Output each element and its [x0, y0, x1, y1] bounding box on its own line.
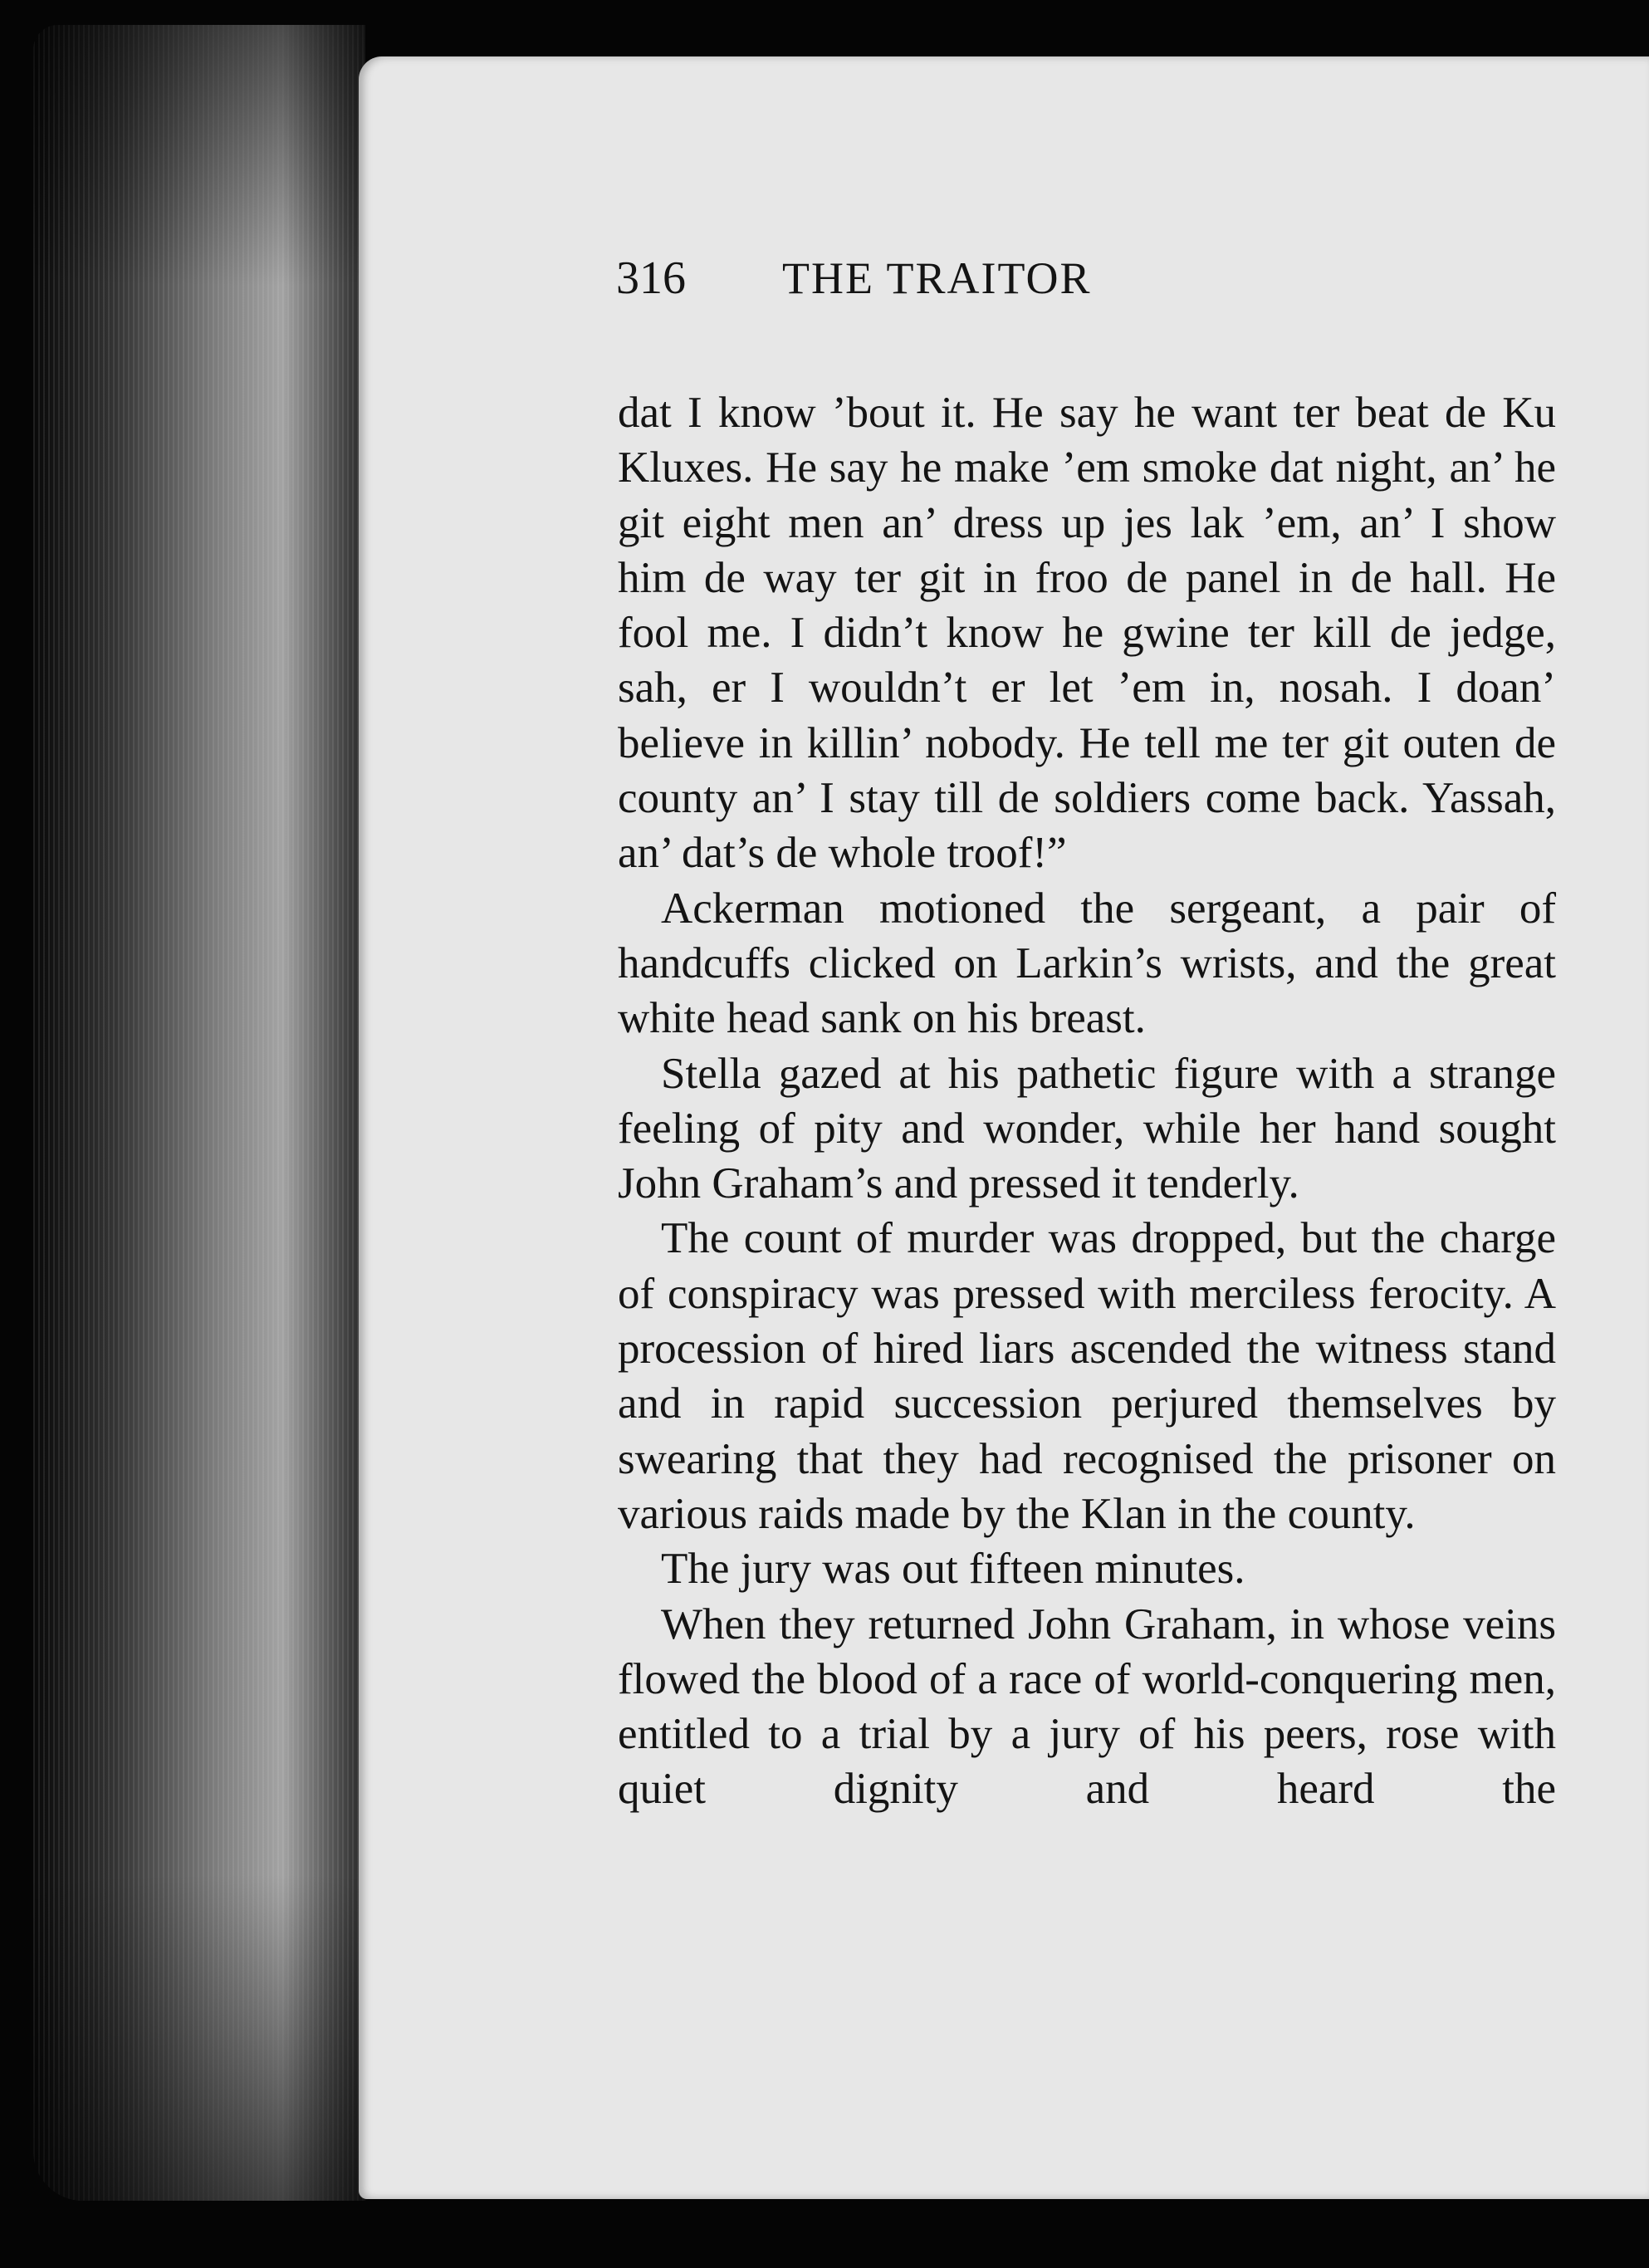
paragraph-4: The count of murder was dropped, but the charge of conspiracy was pressed with merciless ferocity. A procession of hired liars ascended the witness stand and in rapid succession perjured themselves by swearing that they had recognised the prisoner on various raids made by the Klan in the county. [618, 1214, 1556, 1538]
book-page [359, 56, 1649, 2199]
paragraph-2: Ackerman motioned the sergeant, a pair of handcuffs clicked on Larkin’s wrists, and the great white head sank on his breast. [618, 884, 1556, 1043]
page-number: 316 [616, 252, 686, 304]
book-edge-shadow [33, 25, 365, 2201]
paragraph-1: dat I know ’bout it. He say he want ter beat de Ku Kluxes. He say he make ’em smoke dat night, an’ he git eight men an’ dress up jes lak ’em, an’ I show him de way ter git in froo de panel in de hall. He fool me. I didn’t know he gwine ter kill de jedge, sah, er I wouldn’t er let ’em in, nosah. I doan’ believe in killin’ nobody. He tell me ter git outen de county an’ I stay till de soldiers come back. Yassah, an’ dat’s de whole troof!” [618, 389, 1556, 878]
page-header [616, 241, 1446, 316]
running-title: THE TRAITOR [782, 253, 1092, 303]
body-text [618, 385, 1556, 1817]
paragraph-3: Stella gazed at his pathetic figure with a strange feeling of pity and wonder, while her hand sought John Graham’s and pressed it tenderly. [618, 1049, 1556, 1208]
paragraph-5: The jury was out fifteen minutes. [661, 1545, 1245, 1594]
paragraph-6: When they returned John Graham, in whose veins flowed the blood of a race of world-conquering men, entitled to a trial by a jury of his peers, rose with quiet dignity and heard the [618, 1599, 1556, 1814]
